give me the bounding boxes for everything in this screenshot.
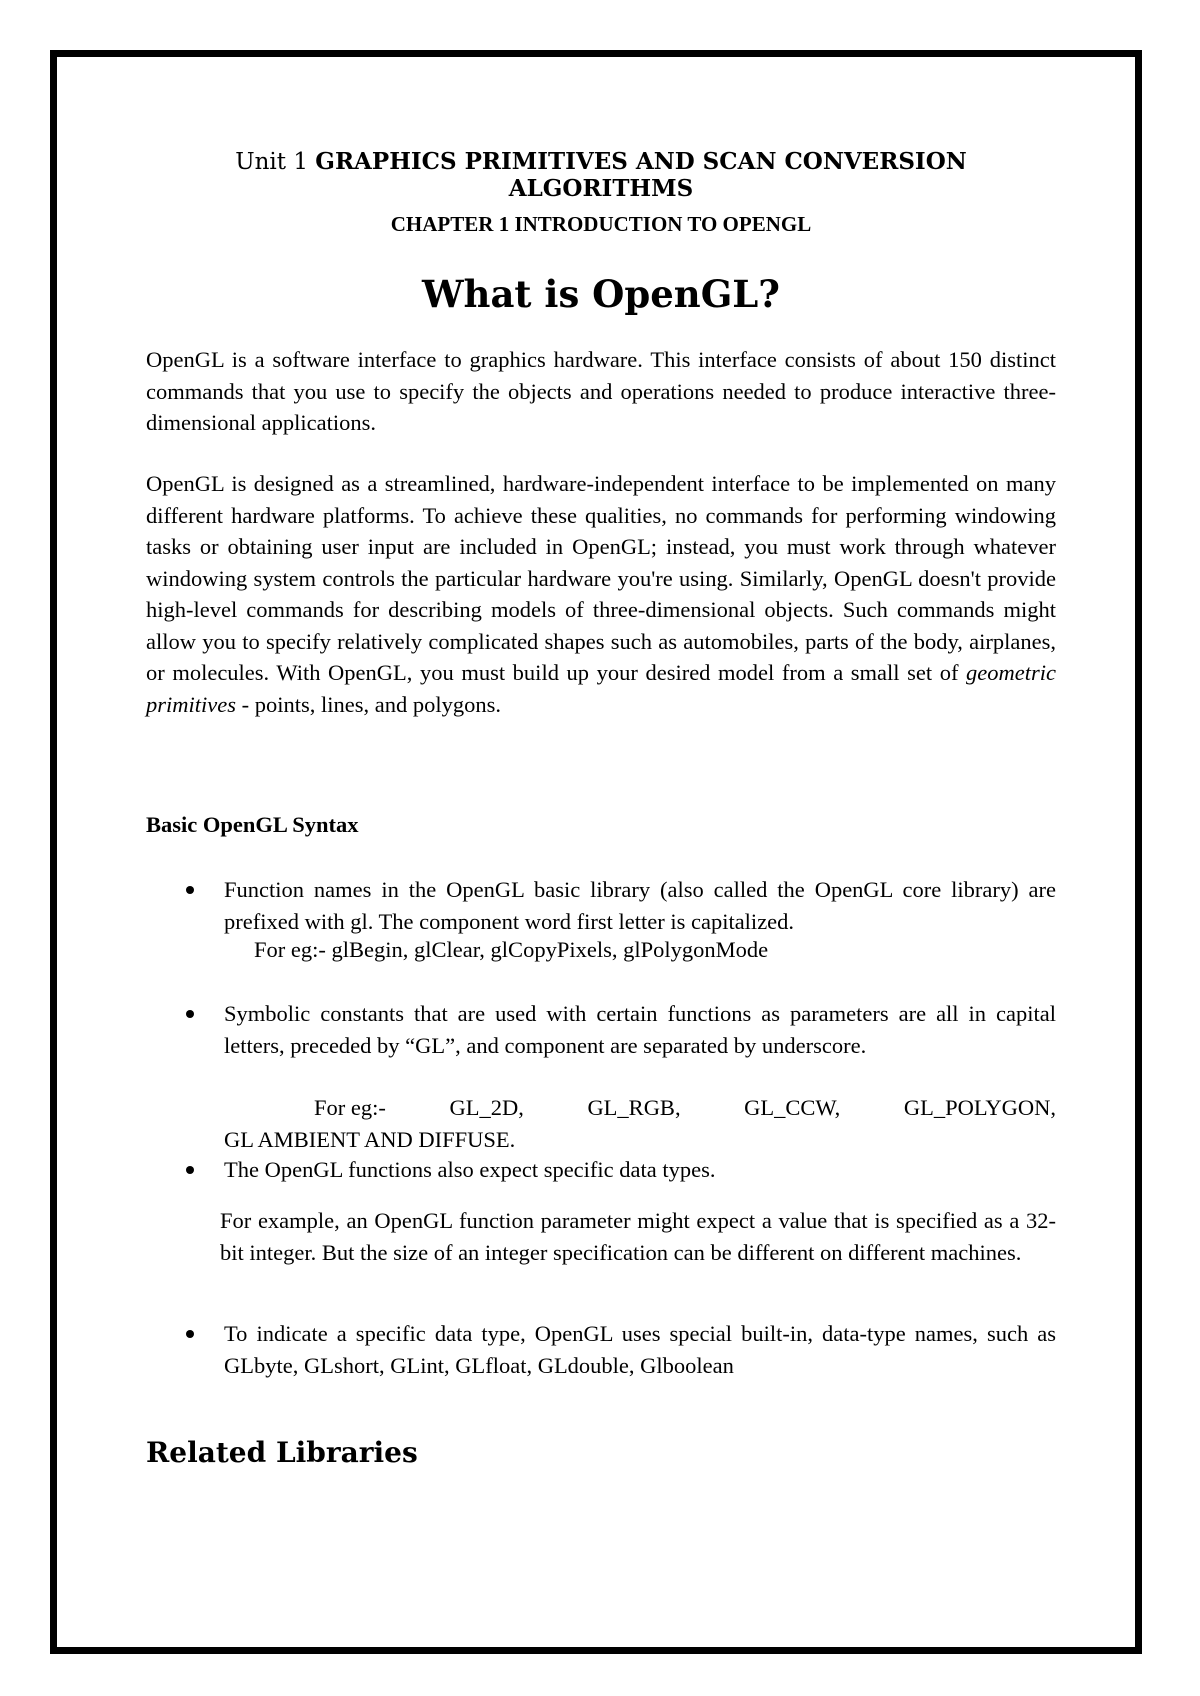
chapter-title: CHAPTER 1 INTRODUCTION TO OPENGL [390, 212, 812, 236]
bullet-text: To indicate a specific data type, OpenGL uses special built-in, data-type names, such as GLbyte, GLshort, GLint, GLfloat, GLdouble, Glboolean [224, 1321, 1056, 1378]
constant-example-line [224, 1092, 1056, 1124]
list-item [224, 874, 1056, 937]
bullet-text: Symbolic constants that are used with certain functions as parameters are all in capital letters, preceded by “GL”, and component are separated by underscore. [224, 1001, 1056, 1058]
example-item: GL_2D, [449, 1095, 524, 1120]
bullet-icon [186, 886, 194, 894]
syntax-heading: Basic OpenGL Syntax [146, 812, 359, 837]
example-item: GL_POLYGON, [903, 1095, 1056, 1120]
page-title: What is OpenGL? [421, 272, 780, 316]
example-item: GL_CCW, [744, 1095, 841, 1120]
design-paragraph-text: OpenGL is designed as a streamlined, hardware-independent interface to be implemented on many different hardware platforms. To achieve these qualities, no commands for performing windowing tasks or obtaining user input are included in OpenGL; instead, you must work through whatever windowing system controls the particular hardware you're using. Similarly, OpenGL doesn't provide high-level commands for describing models of three-dimensional objects. Such commands might allow you to specify relatively complicated shapes such as automobiles, parts of the body, airplanes, or molecules. With OpenGL, you must build up your desired model from a small set of [146, 471, 1056, 685]
geometric-primitives-term: geometric primitives [146, 660, 1056, 717]
related-libraries-heading: Related Libraries [146, 1436, 418, 1469]
intro-paragraph: OpenGL is a software interface to graphics hardware. This interface consists of about 150 distinct commands that you use to specify the objects and operations needed to produce interactive three-dimensional applications. [146, 347, 1056, 435]
function-example: For eg:- glBegin, glClear, glCopyPixels, glPolygonMode [254, 937, 769, 962]
example-label: For eg:- [314, 1095, 386, 1120]
constant-example [224, 1092, 1056, 1155]
bullet-text: Function names in the OpenGL basic library (also called the OpenGL core library) are prefixed with gl. The component word first letter is capitalized. [224, 877, 1056, 934]
bullet-icon [186, 1330, 194, 1338]
data-type-paragraph: For example, an OpenGL function parameter might expect a value that is specified as a 32-bit integer. But the size of an integer specification can be different on different machines. [220, 1208, 1056, 1265]
bullet-icon [186, 1010, 194, 1018]
unit-prefix: Unit 1 [235, 149, 308, 175]
design-paragraph-end: - points, lines, and polygons. [236, 691, 501, 717]
unit-title-text: GRAPHICS PRIMITIVES AND SCAN CONVERSION ALGORITHMS [315, 148, 967, 202]
example-item: GL_RGB, [587, 1095, 681, 1120]
list-item [224, 998, 1056, 1061]
bullet-icon [186, 1166, 194, 1174]
unit-title [146, 148, 1056, 202]
design-paragraph [146, 468, 1056, 720]
bullet-text: The OpenGL functions also expect specific data types. [224, 1157, 716, 1182]
list-item [224, 1154, 1056, 1186]
constant-example-last: GL AMBIENT AND DIFFUSE. [224, 1126, 516, 1152]
list-item [224, 1318, 1056, 1381]
